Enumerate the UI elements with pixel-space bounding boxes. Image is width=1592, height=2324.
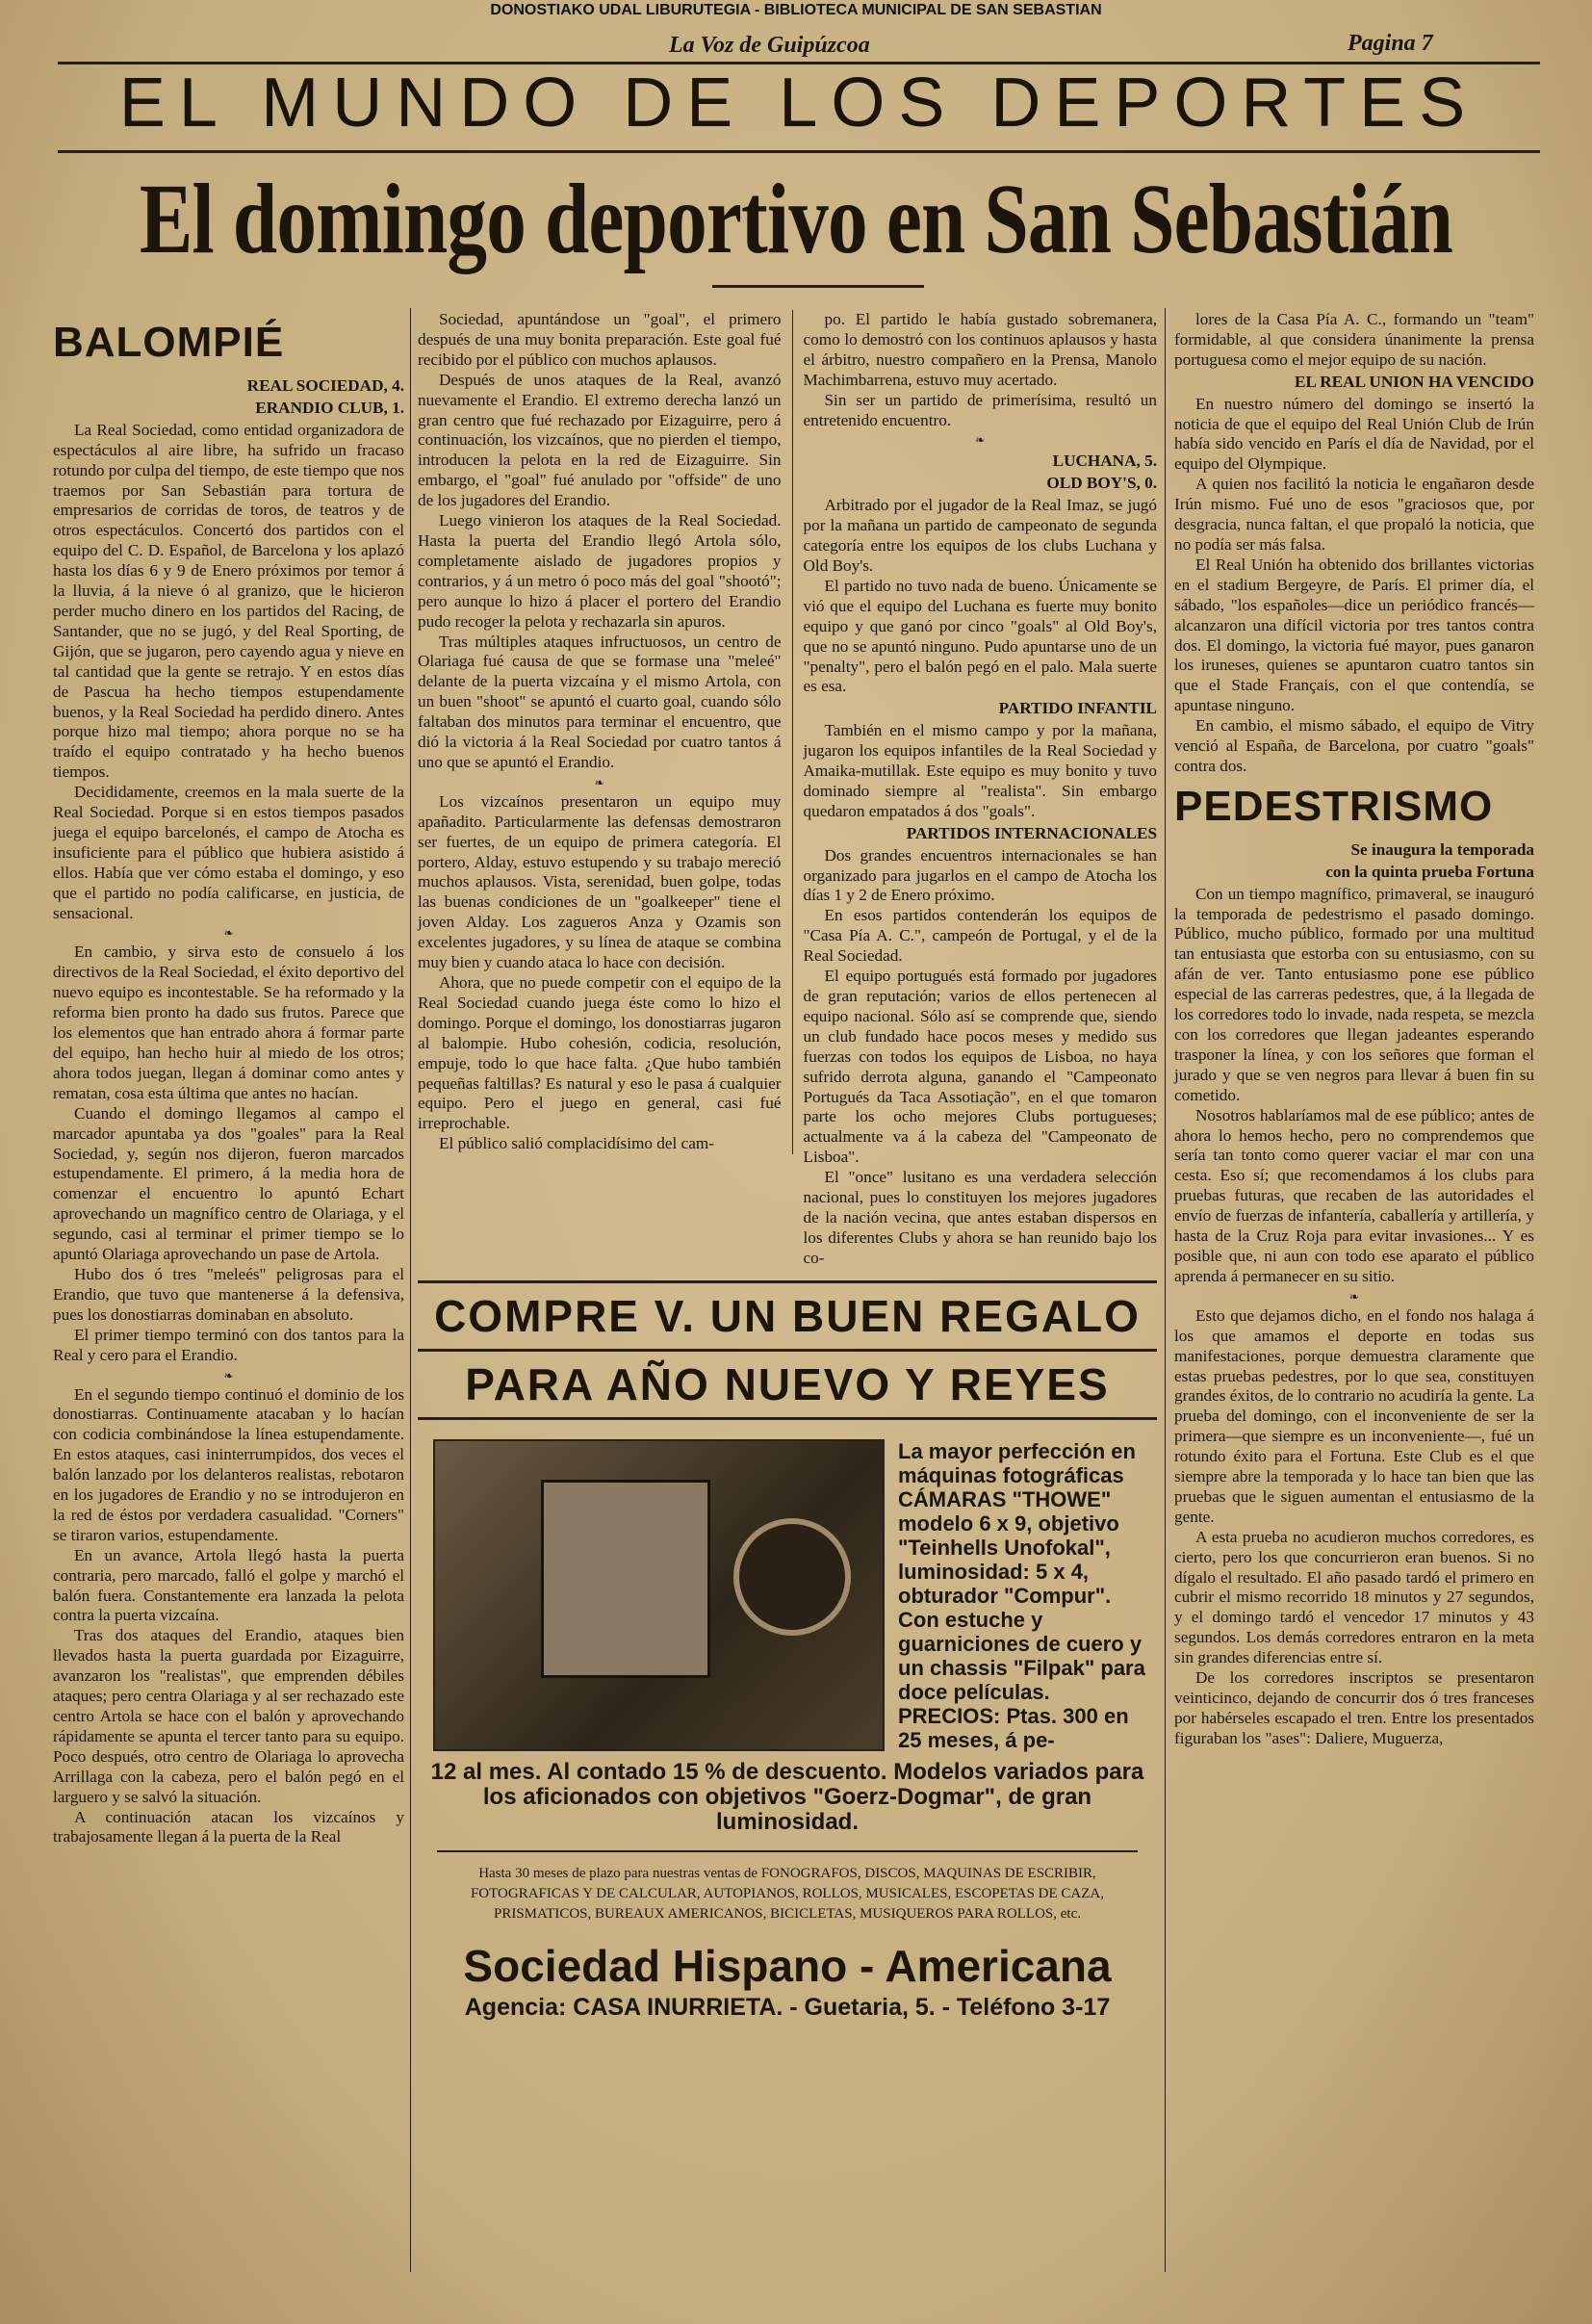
separator-ornament: ❧ <box>223 1368 234 1382</box>
paragraph: A esta prueba no acudieron muchos corredores, es cierto, pero los que concurrieron eran buenos. Si no dígalo el resultado. El año pasado tardó el primero en cubrir el mismo recorrido 18 minutos y 27 segundos, y el domingo tardó el vencedor 17 minutos y 43 segundos. Los demás corredores entraron en la meta sin grandes diferencias entre sí. <box>1174 1527 1534 1667</box>
paragraph: El "once" lusitano es una verdadera selección nacional, pues lo constituyen los mejores jugadores de la nación vecina, que antes estaban dispersos en los diferentes Clubs y ahora se han reunido bajo los co- <box>803 1168 1157 1267</box>
separator-ornament: ❧ <box>594 775 604 789</box>
section-title: EL MUNDO DE LOS DEPORTES <box>118 65 1479 142</box>
ad-title-2: PARA AÑO NUEVO Y REYES <box>418 1352 1157 1420</box>
ad-company: Sociedad Hispano - Americana <box>463 1940 1112 1991</box>
paragraph: En nuestro número del domingo se insertó la noticia de que el equipo del Real Unión Club de Irún había sido vencido en París el día de Navidad, por el equipo del Olympique. <box>1174 394 1534 474</box>
paragraph: El primer tiempo terminó con dos tantos para la Real y cero para el Erandio. <box>53 1325 404 1364</box>
paragraph: A continuación atacan los vizcaínos y trabajosamente llegan á la puerta de la Real <box>53 1807 404 1846</box>
paragraph: El público salió complacidísimo del cam- <box>439 1134 714 1153</box>
separator-ornament: ❧ <box>1348 1289 1360 1304</box>
camera-lens-icon <box>733 1518 851 1636</box>
paragraph: Tras múltiples ataques infructuosos, un centro de Olariaga fué causa de que se formase una "meleé" delante de la puerta vizcaína y el mismo Artola, con un buen "shoot" se apuntó el cuarto goal, cuando sólo faltaban dos minutos para terminar el encuentro, que dió la victoria á la Real Sociedad por cuatro tantos á uno que se apuntó el Erandio. <box>418 632 782 771</box>
paragraph: Arbitrado por el jugador de la Real Imaz, se jugó por la mañana un partido de campeonato de segunda categoría entre los equipos de los clubs Luchana y Old Boy's. <box>803 496 1157 575</box>
ad-small-print: Hasta 30 meses de plazo para nuestras ventas de FONOGRAFOS, DISCOS, MAQUINAS DE ESCRIBIR, FOTOGRAFICAS Y DE CALCULAR, AUTOPIANOS, ROLLOS, MUSICALES, ESCOPETAS DE CAZA, PRISMATICOS, BUREAUX AMERICANOS, BICICLETAS, MUSIQUEROS PARA ROLLOS, etc. <box>437 1850 1138 1924</box>
ad-title-1: COMPRE V. UN BUEN REGALO <box>418 1283 1157 1352</box>
column-3 <box>793 310 1158 1269</box>
ad-agency: Agencia: CASA INURRIETA. - Guetaria, 5. - Teléfono 3-17 <box>464 1993 1111 2021</box>
section-heading: PEDESTRISMO <box>1174 782 1494 830</box>
page-number: Pagina 7 <box>1348 31 1433 56</box>
paragraph: Dos grandes encuentros internacionales se han organizado para jugarlos en el campo de Atocha los días 1 y 2 de Enero próximo. <box>803 845 1157 905</box>
paragraph: Nosotros hablaríamos mal de ese público; antes de ahora lo hemos hecho, pero no comprendemos que sería tan tonto como querer vaciar el mar con una cesta. Eso sí; que recomendamos á los clubs para pruebas futuras, que recaben de las autoridades el envío de fuerzas de infantería, caballería y artillería, y hasta de la Cruz Roja para evitar invasiones... Y es posible que, ni aun con todo ese aparato el público aprenda á permanecer en su sitio. <box>1174 1105 1534 1285</box>
subheading: ERANDIO CLUB, 1. <box>255 398 404 417</box>
paragraph: Sin ser un partido de primerísima, resultó un entretenido encuentro. <box>803 390 1157 429</box>
paragraph: Después de unos ataques de la Real, avanzó nuevamente el Erandio. El extremo derecha lanzó un gran centro que fué rechazado por Eizaguirre, pero á continuación, los vizcaínos, que no pierden el tiempo, introducen la pelota en la red de Eizaguirre. Sin embargo, el "goal" fué anulado por "offside" de uno de los jugadores del Erandio. <box>418 370 782 510</box>
middle-columns <box>418 310 1157 2023</box>
paragraph: A quien nos facilitó la noticia le engañaron desde Irún mismo. Fué uno de esos "graciosos que, por desgracia, nunca faltan, el que propaló la noticia, que no podía ser más falsa. <box>1174 475 1534 554</box>
paragraph: De los corredores inscriptos se presentaron veinticinco, dejando de concurrir dos ó tres franceses por habérseles escapado el tren. Entre los presentados figuraban los "ases": Daliere, Muguerza, <box>1174 1668 1534 1747</box>
separator-ornament: ❧ <box>975 433 986 448</box>
section-heading: BALOMPIÉ <box>53 319 285 366</box>
subheading: Se inaugura la temporada <box>1350 839 1534 859</box>
paragraph: Esto que dejamos dicho, en el fondo nos halaga á los que amamos el deporte en todas sus manifestaciones, porque demuestra claramente que estas pruebas pedestres, por lo que sea, constituyen grandes éxitos, de lo contrario no acudiría la gente. La prueba del domingo, con el inconveniente de ser la primera—que siempre es un inconveniente—, fué un rotundo éxito para el Fortuna. Este Club es el que siempre abre la temporada y lo hace tan bien que las pruebas que le siguen aumentan el entusiasmo de la gente. <box>1174 1305 1534 1526</box>
paragraph: Sociedad, apuntándose un "goal", el primero después de una muy bonita preparación. Este goal fué recibido por el público con muchos aplausos. <box>418 310 782 369</box>
paragraph: Luego vinieron los ataques de la Real Sociedad. Hasta la puerta del Erandio llegó Artola sólo, completamente aislado de jugadores propios y contrarios, y á un metro ó poco más del goal "shootó"; pero aunque lo hizo á placer el portero del Erandio pudo recoger la pelota y rechazarla sin apuros. <box>418 511 782 631</box>
middle-article-columns <box>418 310 1157 1269</box>
paragraph: Los vizcaínos presentaron un equipo muy apañadito. Particularmente las defensas demostraron ser fuertes, de un equipo de primera categoría. El portero, Alday, estuvo estupendo y su trabajo mereció muchos aplausos. Vista, serenidad, buen golpe, todas las buenas condiciones de un "goalkeeper" tiene el joven Alday. Los zagueros Anza y Ozamis son excelentes jugadores, y su línea de ataque se combina muy bien y cuando ataca lo hace con decisión. <box>418 791 782 972</box>
ad-body-bottom: 12 al mes. Al contado 15 % de descuento. Modelos variados para los aficionados con objetivos "Goerz-Dogmar", de gran luminosidad. <box>430 1758 1144 1835</box>
column-1 <box>53 313 404 1847</box>
subheading: PARTIDOS INTERNACIONALES <box>906 823 1157 842</box>
paragraph: El equipo portugués está formado por jugadores de gran reputación; varios de ellos pertenecen al equipo nacional. Sólo así se comprende que, siendo un club fundado hace pocos meses y medido sus fuerzas con todos los equipos de Lisboa, no haya sufrido derrota alguna, ganando el "Campeonato Portugués da Taca Assotiação", en el que tomaron parte los ocho mejores Clubs portugueses; actualmente va á la cabeza del "Campeonato de Lisboa". <box>803 967 1157 1167</box>
paragraph: Ahora, que no puede competir con el equipo de la Real Sociedad cuando juega éste como lo hizo el domingo. Porque el domingo, los donostiarras jugaron al balompie. Hubo cohesión, codicia, resolución, empuje, todo lo que hace falta. ¿Que hubo también pequeñas faltillas? Es natural y eso le pasa á cualquier equipo. Pero el juego en general, casi fué irreprochable. <box>418 973 782 1133</box>
paragraph: En cambio, el mismo sábado, el equipo de Vitry venció al España, de Barcelona, por cuatro "goals" contra dos. <box>1174 716 1534 775</box>
column-2 <box>418 310 793 1154</box>
newspaper-name: La Voz de Guipúzcoa <box>669 33 870 58</box>
column-divider <box>1165 308 1166 2272</box>
paragraph: En esos partidos contenderán los equipos de "Casa Pía A. C.", campeón de Portugal, y el de la Real Sociedad. <box>803 906 1157 966</box>
subheading: con la quinta prueba Fortuna <box>1325 862 1534 881</box>
subheading: OLD BOY'S, 0. <box>1046 474 1157 493</box>
subheading: LUCHANA, 5. <box>1052 452 1157 471</box>
section-rule <box>58 150 1540 153</box>
paragraph: El partido no tuvo nada de bueno. Únicamente se vió que el equipo del Luchana es fuerte muy bonito equipo y que ganó por cinco "goals" al Old Boy's, que no se apuntó ninguno. Pudo apuntarse uno de un "penalty", pero el balón pegó en el palo. Mala suerte es esa. <box>803 576 1157 696</box>
paragraph: Hubo dos ó tres "meleés" peligrosas para el Erandio, que tuvo que mantenerse á la defensiva, pues los donostiarras dominaban en absoluto. <box>53 1264 404 1324</box>
paragraph: Cuando el domingo llegamos al campo el marcador apuntaba ya dos "goales" para la Real Sociedad, y, según nos dijeron, fueron marcados estupendamente. El primero, á la media hora de comenzar el encuentro lo apuntó Echart aprovechando un magnífico centro de Olariaga, y el segundo, casi al terminar el primer tiempo se lo apuntó Olariaga aprovechando un pase de Artola. <box>53 1103 404 1264</box>
column-divider <box>410 308 411 2272</box>
ad-product-row <box>418 1439 1157 1752</box>
paragraph: También en el mismo campo y por la mañana, jugaron los equipos infantiles de la Real Sociedad y Amaika-mutillak. Este equipo es muy bonito y tuvo dominado siempre al "realista". Sin embargo quedaron empatados á dos "goals". <box>803 721 1157 820</box>
paragraph: La Real Sociedad, como entidad organizadora de espectáculos al aire libre, ha sufrido un fracaso rotundo por culpa del tiempo, de este tiempo que nos traemos por San Sebastián para tortura de empresarios de corridas de toros, de teatros y de otros espectáculos. Concertó dos partidos con el equipo del C. D. Español, de Barcelona y los aplazó hasta los días 6 y 9 de Enero próximos por temor á la lluvia, á la nieve ó al granizo, que le hicieron perder mucho dinero en los partidos del Racing, de Santander, que no se jugó, y del Real Sporting, de Gijón, que se jugaron, pero cayendo agua y nieve en tal cantidad que la gente se retrajo. Y en estos días de Pascua ha hecho tiempos estupendamente buenos, y la Real Sociedad ha perdido dinero. Antes porque hizo mal tiempo; ahora porque no se ha traído el equipo contratado y ha hecho buenos tiempos. <box>53 420 404 782</box>
paragraph: po. El partido le había gustado sobremanera, como lo demostró con los continuos aplausos y hasta el árbitro, nuestro compañero en la Prensa, Manolo Machimbarrena, estuvo muy acertado. <box>803 310 1157 389</box>
camera-bellows-icon <box>541 1480 710 1678</box>
headline-rule <box>712 285 924 288</box>
camera-illustration-icon <box>433 1439 885 1751</box>
subheading: REAL SOCIEDAD, 4. <box>246 376 404 395</box>
paragraph: En cambio, y sirva esto de consuelo á los directivos de la Real Sociedad, el éxito deportivo del nuevo equipo es incontestable. Se ha reformado y la reforma bien pronto ha dado sus frutos. Parece que los elementos que han entrado ahora á formar parte del equipo, han hecho huir al miedo de los otros; ahora todos juegan, llegan á dominar como antes y rematan, cosa esta última que antes no hacían. <box>53 943 404 1102</box>
separator-ornament: ❧ <box>223 926 234 941</box>
paragraph: En el segundo tiempo continuó el dominio de los donostiarras. Continuamente atacaban y lo hacían con codicia combinándose la línea estupendamente. En estos ataques, casi ininterrumpidos, dos veces el balón lanzado por los delanteros realistas, rebotaron en los jugadores de Erandio y no se introdujeron en la red de éstos por verdadera casualidad. "Corners" se tiraron varios, estupendamente. <box>53 1384 404 1544</box>
subheading: EL REAL UNION HA VENCIDO <box>1295 372 1534 391</box>
paragraph: Tras dos ataques del Erandio, ataques bien llevados hasta la puerta guardada por Eizaguirre, avanzaron los "realistas", que emprenden débiles ataques; pero centra Olariaga y al ser rechazado este centro Artola se hace con el balón y aprovechando rápidamente se apunta el tercer tanto para su equipo. Poco después, otro centro de Olariaga lo aprovecha Arrillaga con la cabeza, pero el balón pegó en el larguero y se salvó la situación. <box>53 1626 404 1806</box>
paragraph: Decididamente, creemos en la mala suerte de la Real Sociedad. Porque si en estos tiempos pasados juega el equipo barcelonés, el campo de Atocha es insuficiente para el público que hubiera asistido á ellos. Había que ver cómo estaba el domingo, y eso que el partido no podía calificarse, en justicia, de sensacional. <box>53 783 404 922</box>
paragraph: El Real Unión ha obtenido dos brillantes victorias en el stadium Bergeyre, de París. El primer día, el sábado, "los españoles—dice un periódico francés—alcanzaron una difícil victoria por tres tantos contra dos. El domingo, la victoria fué mayor, pues ganaron los iruneses, quienes se apuntaron cuatro tantos sin que el Stade Français, con el que contendía, se apuntase ninguno. <box>1174 555 1534 715</box>
column-4 <box>1174 310 1534 1749</box>
archive-label: DONOSTIAKO UDAL LIBURUTEGIA - BIBLIOTECA MUNICIPAL DE SAN SEBASTIAN <box>490 2 1102 18</box>
paragraph: lores de la Casa Pía A. C., formando un "team" formidable, al que considera únanimente la prensa portuguesa como el mejor equipo de su nación. <box>1174 310 1534 369</box>
paragraph: En un avance, Artola llegó hasta la puerta contraria, pero marcado, falló el golpe y marchó el balón fuera. Constantemente era lanzada la pelota contra la puerta vizcaína. <box>53 1545 404 1625</box>
subheading: PARTIDO INFANTIL <box>998 699 1157 718</box>
camera-advertisement <box>418 1280 1157 2023</box>
paragraph: Con un tiempo magnífico, primaveral, se inauguró la temporada de pedestrismo el pasado domingo. Público, mucho público, formado por una multitud tan entusiasta que estorba con su entusiasmo, con su afán de ver. Tanto entusiasmo pone ese público especial de las carreras pedestres, que, á la llegada de los corredores todo lo invade, nada respeta, se mezcla con los corredores que llegan jadeantes esperando trasponer la línea, y con los señores que forman el jurado y que se ven negros para llevar á buen fin su cometido. <box>1174 884 1534 1104</box>
headline: El domingo deportivo en San Sebastián <box>139 164 1453 274</box>
ad-body: La mayor perfección en máquinas fotográficas CÁMARAS "THOWE" modelo 6 x 9, objetivo "Teinhells Unofokal", luminosidad: 5 x 4, obturador "Compur". Con estuche y guarniciones de cuero y un chassis "Filpak" para doce películas. PRECIOS: Ptas. 300 en 25 meses, á pe- <box>898 1438 1145 1752</box>
